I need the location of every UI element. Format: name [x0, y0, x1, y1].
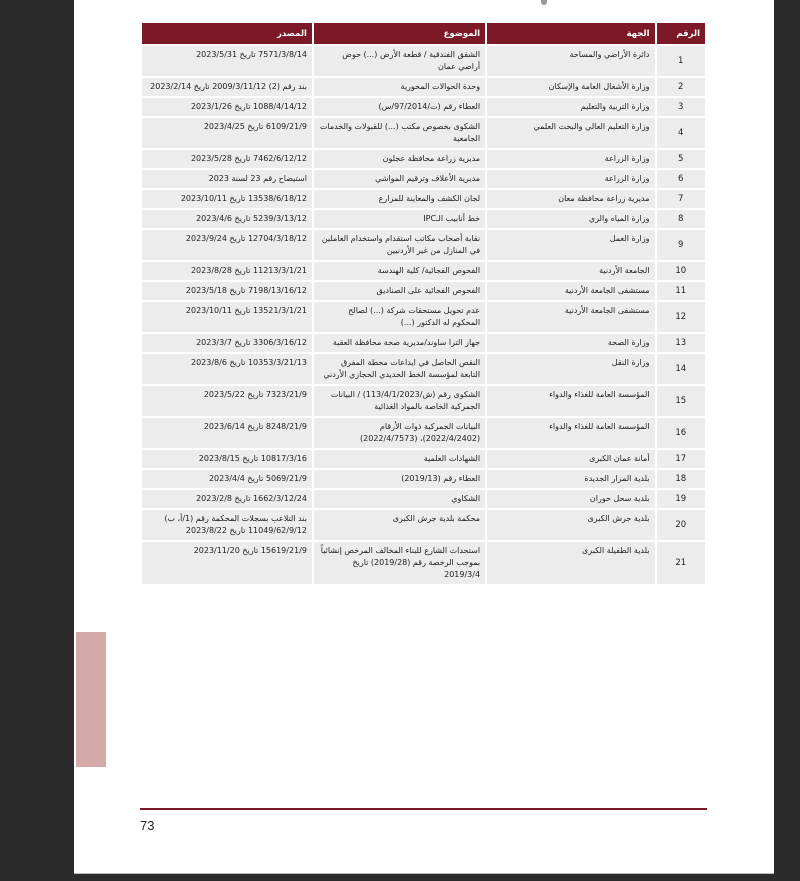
cell-entity: دائرة الأراضي والمساحة: [487, 46, 654, 76]
cell-subject: العطاء رقم (2019/13): [314, 470, 485, 488]
cell-entity: بلدية سحل حوران: [487, 490, 654, 508]
cell-num: 19: [657, 490, 706, 508]
table-header-row: [142, 23, 705, 44]
cell-subject: الشهادات العلمية: [314, 450, 485, 468]
cell-subject: مديرية الأعلاف وترقيم المواشي: [314, 170, 485, 188]
cell-source: 7323/21/9 تاريخ 2023/5/22: [142, 386, 312, 416]
table-row: [142, 386, 705, 416]
header-entity: الجهة: [487, 23, 654, 44]
cell-source: 3306/3/16/12 تاريخ 2023/3/7: [142, 334, 312, 352]
table-row: [142, 470, 705, 488]
cell-entity: المؤسسة العامة للغذاء والدواء: [487, 418, 654, 448]
cell-num: 13: [657, 334, 706, 352]
cell-num: 4: [657, 118, 706, 148]
cell-source: بند التلاعب بسجلات المحكمة رقم (1/أ، ب) 11049/62/9/12 تاريخ 2023/8/22: [142, 510, 312, 540]
cell-num: 16: [657, 418, 706, 448]
cell-subject: محكمة بلدية جرش الكبرى: [314, 510, 485, 540]
cell-subject: وحدة الحوالات المحورية: [314, 78, 485, 96]
cell-source: 7571/3/8/14 تاريخ 2023/5/31: [142, 46, 312, 76]
cell-entity: وزارة التربية والتعليم: [487, 98, 654, 116]
cell-entity: وزارة التعليم العالي والبحث العلمي: [487, 118, 654, 148]
cell-entity: وزارة العمل: [487, 230, 654, 260]
table-row: [142, 418, 705, 448]
table-row: [142, 490, 705, 508]
cell-source: 5069/21/9 تاريخ 2023/4/4: [142, 470, 312, 488]
cell-entity: وزارة النقل: [487, 354, 654, 384]
cell-source: 10353/3/21/13 تاريخ 2023/8/6: [142, 354, 312, 384]
table-row: [142, 450, 705, 468]
cell-source: 10817/3/16 تاريخ 2023/8/15: [142, 450, 312, 468]
cell-source: 7462/6/12/12 تاريخ 2023/5/28: [142, 150, 312, 168]
side-tab-marker: [76, 632, 106, 767]
cell-source: استيضاح رقم 23 لسنة 2023: [142, 170, 312, 188]
cell-num: 11: [657, 282, 706, 300]
cell-subject: الشكاوي: [314, 490, 485, 508]
cell-subject: الشكوى رقم (ش/113/4/1/2023) / البيانات الجمركية الخاصة بالمواد الغذائية: [314, 386, 485, 416]
table-body: [142, 46, 705, 584]
cell-subject: الشكوى بخصوص مكتب (...) للقبولات والخدمات الجامعية: [314, 118, 485, 148]
cell-subject: البيانات الجمركية ذوات الأرقام (2022/4/2402)، (2022/4/7573): [314, 418, 485, 448]
table-row: [142, 78, 705, 96]
cell-subject: خط أنابيب الـIPC: [314, 210, 485, 228]
cell-num: 17: [657, 450, 706, 468]
audit-table: [140, 21, 707, 586]
cell-source: 8248/21/9 تاريخ 2023/6/14: [142, 418, 312, 448]
cell-entity: مستشفى الجامعة الأردنية: [487, 282, 654, 300]
table-row: [142, 210, 705, 228]
cell-entity: وزارة الأشغال العامة والإسكان: [487, 78, 654, 96]
cell-source: 1088/4/14/12 تاريخ 2023/1/26: [142, 98, 312, 116]
cell-source: 7198/13/16/12 تاريخ 2023/5/18: [142, 282, 312, 300]
cell-source: 13538/6/18/12 تاريخ 2023/10/11: [142, 190, 312, 208]
cell-subject: عدم تحويل مستحقات شركة (...) لصالح المحكوم له الدكتور (...): [314, 302, 485, 332]
table-row: [142, 230, 705, 260]
cell-subject: نقابة أصحاب مكاتب استقدام واستخدام العاملين في المنازل من غير الأردنيين: [314, 230, 485, 260]
table-row: [142, 118, 705, 148]
cell-subject: الشقق الفندقية / قطعة الأرض (...) حوض أراضي عمان: [314, 46, 485, 76]
cell-num: 7: [657, 190, 706, 208]
cell-source: بند رقم (2) 2009/3/11/12 تاريخ 2023/2/14: [142, 78, 312, 96]
table-row: [142, 150, 705, 168]
cell-num: 21: [657, 542, 706, 584]
cell-num: 14: [657, 354, 706, 384]
header-num: الرقم: [657, 23, 706, 44]
table-row: [142, 542, 705, 584]
cell-entity: مستشفى الجامعة الأردنية: [487, 302, 654, 332]
header-source: المصدر: [142, 23, 312, 44]
cell-num: 6: [657, 170, 706, 188]
cell-num: 9: [657, 230, 706, 260]
cell-subject: استحداث الشارع للبناء المخالف المرخص إنشائياً بموجب الرخصة رقم (2019/28) تاريخ 2019/3/4: [314, 542, 485, 584]
cell-entity: وزارة الصحة: [487, 334, 654, 352]
cell-subject: مديرية زراعة محافظة عجلون: [314, 150, 485, 168]
cell-num: 10: [657, 262, 706, 280]
table-row: [142, 170, 705, 188]
cell-num: 18: [657, 470, 706, 488]
table-row: [142, 262, 705, 280]
cell-subject: النقص الحاصل في ايداعات محطة المفرق التابعة لمؤسسة الخط الحديدي الحجازي الأردني: [314, 354, 485, 384]
header-subject: الموضوع: [314, 23, 485, 44]
cell-entity: أمانة عمان الكبرى: [487, 450, 654, 468]
cell-source: 11213/3/1/21 تاريخ 2023/8/28: [142, 262, 312, 280]
table-row: [142, 282, 705, 300]
table-row: [142, 98, 705, 116]
cell-num: 3: [657, 98, 706, 116]
cell-entity: بلدية الطفيلة الكبرى: [487, 542, 654, 584]
cell-source: 5239/3/13/12 تاريخ 2023/4/6: [142, 210, 312, 228]
cell-num: 20: [657, 510, 706, 540]
table-row: [142, 354, 705, 384]
cell-num: 15: [657, 386, 706, 416]
cell-subject: جهاز الترا ساوند/مديرية صحة محافظة العقبة: [314, 334, 485, 352]
cell-num: 12: [657, 302, 706, 332]
table-row: [142, 46, 705, 76]
table-row: [142, 302, 705, 332]
cell-num: 2: [657, 78, 706, 96]
cell-source: 12704/3/18/12 تاريخ 2023/9/24: [142, 230, 312, 260]
cell-num: 1: [657, 46, 706, 76]
cell-entity: الجامعة الأردنية: [487, 262, 654, 280]
cell-entity: بلدية جرش الكبرى: [487, 510, 654, 540]
table-row: [142, 334, 705, 352]
footer-rule: [140, 808, 707, 810]
table-row: [142, 190, 705, 208]
cell-entity: مديرية زراعة محافظة معان: [487, 190, 654, 208]
table-row: [142, 510, 705, 540]
cell-source: 13521/3/1/21 تاريخ 2023/10/11: [142, 302, 312, 332]
cell-source: 1662/3/12/24 تاريخ 2023/2/8: [142, 490, 312, 508]
cell-num: 8: [657, 210, 706, 228]
cell-source: 6109/21/9 تاريخ 2023/4/25: [142, 118, 312, 148]
cell-entity: وزارة الزراعة: [487, 170, 654, 188]
cell-entity: المؤسسة العامة للغذاء والدواء: [487, 386, 654, 416]
cell-num: 5: [657, 150, 706, 168]
cell-source: 15619/21/9 تاريخ 2023/11/20: [142, 542, 312, 584]
cell-entity: بلدية المزار الجديدة: [487, 470, 654, 488]
cell-subject: الفحوص الفجائية على الصناديق: [314, 282, 485, 300]
cell-subject: الفحوص الفجائية/ كلية الهندسة: [314, 262, 485, 280]
cell-entity: وزارة الزراعة: [487, 150, 654, 168]
cell-entity: وزارة المياه والري: [487, 210, 654, 228]
cell-subject: لجان الكشف والمعاينة للمزارع: [314, 190, 485, 208]
page-number: 73: [140, 818, 155, 833]
cell-subject: العطاء رقم (ت/97/2014/س): [314, 98, 485, 116]
